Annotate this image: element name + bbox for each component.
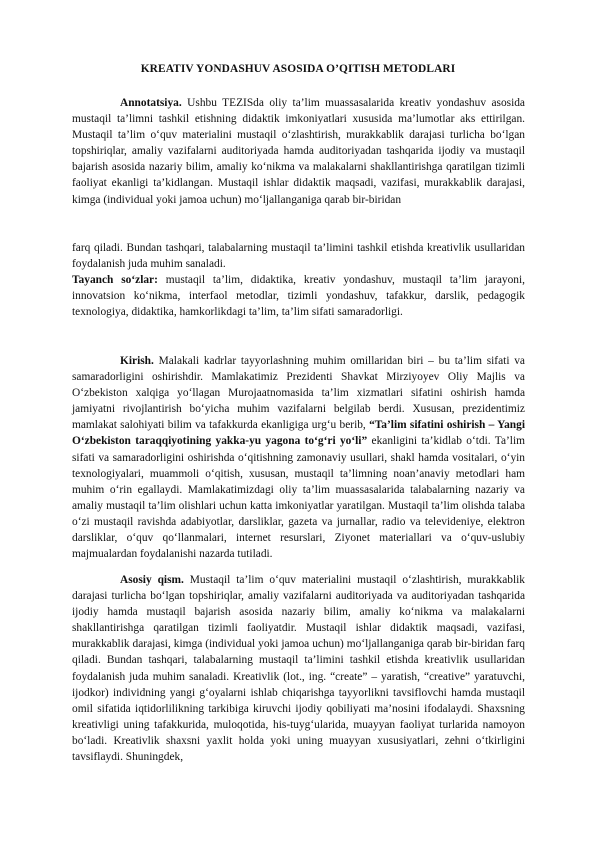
main-part-paragraph <box>72 572 525 765</box>
annotation-continuation <box>72 240 525 272</box>
keywords-paragraph <box>72 272 525 320</box>
annotation-lead: Annotatsiya. <box>120 97 182 109</box>
introduction-text-b: ekanligini ta’kidlab o‘tdi. Ta’lim sifati va samaradorligini oshirishda o‘qitishning zamonaviy usullari, shakl hamda vositalari, o‘yin texnologiyalari, muammoli o‘qitish, xususan, mustaqil ta’limning noan’anaviy metodlari ham muhim o‘rin egallaydi. Mamlakatimizdagi oliy ta’lim muassasalarida talabalarning nazariy va amaliy mustaqil ta’lim olishlari uchun katta imkoniyatlar yaratilgan. Mustaqil ta’lim olishda talaba o‘zi mustaqil ravishda adabiyotlar, darsliklar, gazeta va jurnallar, radio va televideniye, elektron darsliklar, o‘quv qo‘llanmalari, internet resurslari, Ziyonet materiallari va o‘quv-uslubiy majmualardan foydalanishi nazarda tutiladi. <box>72 435 525 561</box>
annotation-text-2: farq qiladi. Bundan tashqari, talabalarning mustaqil ta’limini tashkil etishda kreativlik usullaridan foydalanish juda muhim sanaladi. <box>72 242 525 271</box>
main-part-lead: Asosiy qism. <box>120 574 184 586</box>
annotation-text: Ushbu TEZISda oliy ta’lim muassasalarida kreativ yondashuv asosida mustaqil ta’limni tashkil etishning didaktik imkoniyatlari xususida ma’lumotlar aks ettirilgan. Mustaqil ta’lim o‘quv materialini mustaqil o‘zlashtirish, murakkablik darajasi turlicha bo‘lgan topshiriqlar, amaliy vazifalarni auditoriyada hamda auditoriyadan tashqarida ijodiy va mustaqil bajarish asosida nazariy bilim, amaliy ko‘nikma va malakalarni shakllantirishga qaratilgan tizimli faoliyat ekanligi ta’kidlangan. Mustaqil ishlar didaktik maqsadi, vazifasi, murakkablik darajasi, kimga (individual yoki jamoa uchun) mo‘ljallanganiga qarab bir-biridan <box>72 97 525 206</box>
keywords-lead: Tayanch so‘zlar: <box>72 274 158 286</box>
document-title: KREATIV YONDASHUV ASOSIDA O’QITISH METODLARI <box>140 63 456 75</box>
introduction-lead: Kirish. <box>120 355 154 367</box>
introduction-text-a: Malakali kadrlar tayyorlashning muhim omillaridan biri – bu ta’lim sifati va samaradorligini oshirishdir. Mamlakatimiz Prezidenti Shavkat Mirziyoyev Oliy Majlis va O‘zbekiston xalqiga yo‘llagan Murojaatnomasida ta’lim xizmatlari sifatini oshirish hamda jamiyatni rivojlantirish bo‘yicha muhim vazifalarni belgilab berdi. Xususan, prezidentimiz mamlakat salohiyati bilim va tafakkurda ekanligiga urg‘u berib, <box>72 355 525 432</box>
keywords-text: mustaqil ta’lim, didaktika, kreativ yondashuv, mustaqil ta’lim jarayoni, innovatsion ko‘nikma, interfaol metodlar, tizimli yondashuv, tafakkur, darslik, pedagogik texnologiya, didaktika, hamkorlikdagi ta’lim, ta’lim sifati samaradorligi. <box>72 274 525 319</box>
annotation-paragraph <box>72 95 525 208</box>
main-part-text: Mustaqil ta’lim o‘quv materialini mustaqil o‘zlashtirish, murakkablik darajasi turlicha bo‘lgan topshiriqlar, amaliy vazifalarni auditoriyada va auditoriyadan tashqarida ijodiy hamda mustaqil bajarish asosida nazariy bilim, amaliy ko‘nikma va malakalarni shakllantirishga qaratilgan tizimli faoliyatdir. Mustaqil ishlar didaktik maqsadi, vazifasi, murakkablik darajasi, kimga (individual yoki jamoa uchun) mo‘ljallanganiga qarab bir-biridan farq qiladi. Bundan tashqari, talabalarning mustaqil ta’limini tashkil etishda kreativlik usullaridan foydalanish juda muhim sanaladi. Kreativlik (lot., ing. “create” – yaratish, “creative” yaratuvchi, ijodkor) individning yangi g‘oyalarni ishlab chiqarishga tayyorlikni tavsiflovchi hamda mustaqil omil sifatida iqtidorlilikning tarkibiga kiruvchi ijodiy qobiliyati ma’nosini ifodalaydi. Shaxsning kreativligi uning tafakkurida, muloqotida, his-tuyg‘ularida, muayyan faoliyat turlarida namoyon bo‘ladi. Kreativlik shaxsni yaxlit holda yoki uning muayyan xususiyatlari, zehni o‘tkirligini tavsiflaydi. Shuningdek, <box>72 574 525 764</box>
introduction-quote: “Ta’lim sifatini oshirish – Yangi O‘zbekiston taraqqiyotining yakka-yu yagona to‘g‘ri yo‘li” <box>72 419 525 448</box>
introduction-paragraph <box>72 353 525 562</box>
